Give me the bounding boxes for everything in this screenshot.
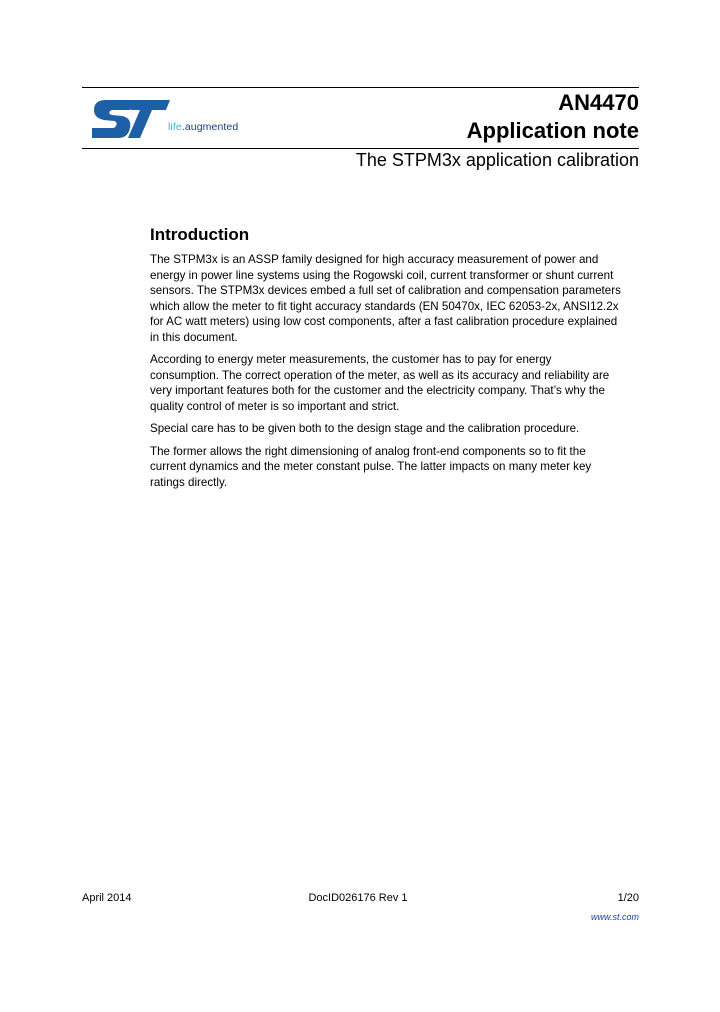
footer-date: April 2014 [82,892,132,904]
intro-paragraph-3: Special care has to be given both to the design stage and the calibration procedure. [150,422,580,435]
st-logo [92,98,174,142]
footer-doc-id [0,892,720,904]
doc-type: Application note [466,118,639,143]
section-heading-introduction: Introduction [150,225,250,244]
footer-page-number: 1/20 [617,892,639,904]
doc-number: AN4470 [558,90,639,115]
main-content [150,224,642,497]
footer-website-link[interactable]: www.st.com [590,912,639,922]
doc-title: The STPM3x application calibration [355,150,639,170]
footer-doc-id-text: DocID026176 Rev 1 [308,892,408,904]
st-logo-icon [92,98,174,142]
intro-paragraph-2: According to energy meter measurements, the customer has to pay for energy consumption. The correct operation of the meter, as well as its accuracy and reliability are very important features both for the customer and the electricity company. That’s why the quality control of meter is so important and strict. [150,353,610,413]
intro-paragraph-1: The STPM3x is an ASSP family designed for high accuracy measurement of power and energy in power line systems using the Rogowski coil, current transformer or shunt current sensors. The STPM3x devices embed a full set of calibration and compensation parameters which allow the meter to fit tight accuracy standards (EN 50470x, IEC 62053-2x, ANSI12.2x for AC watt meters) using low cost components, after a fast calibration procedure explained in this document. [150,253,621,344]
header-top-rule [82,87,639,88]
tagline-augmented: .augmented [181,121,239,133]
tagline-life: life [168,121,182,133]
intro-paragraph-4: The former allows the right dimensioning of analog front-end components so to fit the current dynamics and the meter constant pulse. The latter impacts on many meter key ratings directly. [150,444,592,489]
brand-tagline [168,121,238,133]
